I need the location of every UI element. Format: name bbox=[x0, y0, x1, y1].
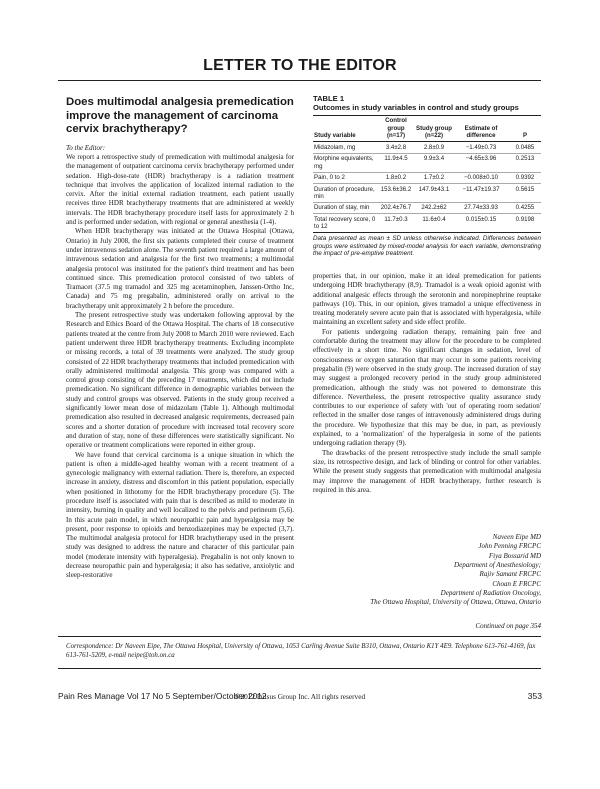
table-cell: Pain, 0 to 2 bbox=[313, 172, 377, 183]
left-column bbox=[66, 153, 294, 581]
table-cell: 0.9198 bbox=[509, 214, 541, 233]
journal-citation: Pain Res Manage Vol 17 No 5 September/October 2012 bbox=[58, 691, 267, 701]
table-row bbox=[313, 142, 541, 153]
table-cell: −11.47±19.37 bbox=[453, 184, 509, 203]
top-rule bbox=[58, 80, 541, 81]
table-cell: Duration of stay, min bbox=[313, 202, 377, 213]
table-cell: 153.6±36.2 bbox=[377, 184, 415, 203]
table-cell: 27.74±33.93 bbox=[453, 202, 509, 213]
signature-line: Department of Radiation Oncology, bbox=[440, 589, 541, 598]
footer-rule bbox=[58, 668, 541, 669]
copyright: ©2012 Pulsus Group Inc. All rights reserved bbox=[234, 692, 366, 701]
signature-line: Rajiv Samant FRCPC bbox=[479, 570, 541, 579]
paragraph: The drawbacks of the present retrospective study include the small sample size, its retrospective design, and lack of blinding or control for other variables. While the present study suggests that premedication with multimodal analgesia may improve the management of HDR brachytherapy, further research is required in this area. bbox=[313, 448, 541, 494]
right-column bbox=[313, 272, 541, 495]
table-footnote: Data presented as mean ± SD unless otherwise indicated. Differences between groups were estimated by mixed-model analysis for each variable, demonstrating the impact of pre-emptive treatment. bbox=[313, 235, 541, 258]
table-caption: Outcomes in study variables in control and study groups bbox=[313, 103, 519, 112]
column-header: Study variable bbox=[313, 116, 377, 142]
paragraph: We report a retrospective study of premedication with multimodal analgesia for the management of outpatient carcinoma cervix brachytherapy performed under sedation. High-dose-rate (HDR) brachytherapy is a radiation treatment technique that involves the application of localized internal radiation to the cervix. After the initial external radiation treatment, each patient usually receives three HDR brachytherapy treatments that are administered at weekly intervals. The HDR brachytherapy procedure itself lasts for approximately 2 h and is performed under sedation, with regional or general anesthesia (1-4). bbox=[66, 153, 294, 227]
correspondence: Correspondence: Dr Naveen Eipe, The Ottawa Hospital, University of Ottawa, 1053 Carling Avenue Suite B310, Ottawa, Ontario K1Y 4E9. Telephone 613-761-4169, fax 613-761-5209, e-mail neipe@toh.on.ca bbox=[66, 643, 536, 659]
table-cell: −0.008±0.10 bbox=[453, 172, 509, 183]
table-cell: 0.5615 bbox=[509, 184, 541, 203]
signature-line: Choan E FRCPC bbox=[492, 579, 541, 588]
table-cell: 0.2513 bbox=[509, 153, 541, 172]
outcomes-table bbox=[313, 115, 541, 233]
table-cell: 1.8±0.2 bbox=[377, 172, 415, 183]
article-title: Does multimodal analgesia premedication improve the management of carcinoma cervix brachytherapy? bbox=[66, 96, 294, 135]
table-cell: 1.7±0.2 bbox=[415, 172, 453, 183]
table-row bbox=[313, 214, 541, 233]
table-cell: −4.65±3.96 bbox=[453, 153, 509, 172]
table-cell: 0.0485 bbox=[509, 142, 541, 153]
table-cell: −1.49±0.73 bbox=[453, 142, 509, 153]
continued-note: Continued on page 354 bbox=[475, 622, 541, 630]
table-cell: Morphine equivalents, mg bbox=[313, 153, 377, 172]
page-number: 353 bbox=[527, 691, 542, 701]
paragraph: The present retrospective study was undertaken following approval by the Research and Ethics Board of the Ottawa Hospital. The charts of 18 consecutive patients treated at the centre from July 2008 to March 2010 were reviewed. Each patient underwent three HDR brachytherapy treatments. Excluding incomplete or missing records, a total of 39 treatments were analyzed. The study group consisted of 22 HDR brachytherapy treatments that included premedication with orally administered multimodal analgesia. This group was compared with a control group consisting of the preceding 17 treatments, which did not include premedication. No significant difference in demographic variables between the study and control groups was observed. Patients in the study group received a significantly lower mean dose of midazolam (Table 1). Although multimodal premedication also resulted in decreased analgesic requirements, decreased pain scores and a shorter duration of procedure with increased total recovery score and duration of stay, none of these differences were statistically significant. No operative or treatment complications were reported in either group. bbox=[66, 311, 294, 450]
table-cell: 11.9±4.5 bbox=[377, 153, 415, 172]
column-header: Control group (n=17) bbox=[377, 116, 415, 142]
table-cell: 9.9±3.4 bbox=[415, 153, 453, 172]
table-cell: 0.015±0.15 bbox=[453, 214, 509, 233]
table-cell: 0.4255 bbox=[509, 202, 541, 213]
paragraph: For patients undergoing radiation therapy, remaining pain free and comfortable during the treatment may allow for the procedure to be completed effectively in a short time. No significant changes in sedation, level of consciousness or oxygen saturation that may occur in some patients receiving pregabalin (9) were observed in the study group. The increased duration of stay may suggest a prolonged recovery period in the study group administered premedication, although the study was not powered to demonstrate this difference. Nevertheless, the present retrospective quality assurance study contributes to our experience of safety with 'out of operating room sedation' reflected in the smaller dose ranges of intravenously administered drugs during the procedure. We hypothesize that this may be due, in part, as previously explained, to a 'normalization' of the hyperalgesia in some of the patients undergoing radiation therapy (9). bbox=[313, 327, 541, 448]
table-row bbox=[313, 172, 541, 183]
table-cell: Midazolam, mg bbox=[313, 142, 377, 153]
table-row bbox=[313, 153, 541, 172]
author-signatures bbox=[313, 533, 541, 608]
table-cell: 11.7±0.3 bbox=[377, 214, 415, 233]
table-cell: Duration of procedure, min bbox=[313, 184, 377, 203]
paragraph: We have found that cervical carcinoma is a unique situation in which the patient is often a middle-aged healthy woman with a recent treatment of a gynecologic malignancy with external radiation. There is, therefore, an expected increase in anxiety, distress and discomfort in this patient population, especially when positioned in lithotomy for the HDR brachytherapy procedure (5). The procedure itself is associated with pain that is described as mild to moderate in intensity, burning in quality and well localized to the pelvis and perineum (5,6). In this acute pain model, in which neuropathic pain and hyperalgesia may be present, poor response to opioids and benzodiazepines may be expected (3,7). The multimodal analgesia protocol for HDR brachytherapy used in the present study was designed to address the nature and character of this particular pain model (moderate intensity with hyperalgesia). Pregabalin is not only known to decrease neuropathic pain and hyperalgesia; it also has sedative, anxiolytic and sleep-restorative bbox=[66, 450, 294, 580]
table-1 bbox=[313, 94, 541, 258]
column-header: P bbox=[509, 116, 541, 142]
correspondence-rule bbox=[58, 636, 541, 637]
table-label: TABLE 1 bbox=[313, 94, 345, 103]
table-row bbox=[313, 184, 541, 203]
signature-line: Department of Anesthesiology; bbox=[454, 561, 541, 570]
signature-line: John Penning FRCPC bbox=[478, 542, 541, 551]
table-cell: 147.9±43.1 bbox=[415, 184, 453, 203]
signature-line: Naveen Eipe MD bbox=[492, 533, 541, 541]
signature-line: Fiya Bossarid MD bbox=[488, 551, 541, 560]
table-cell: 2.8±0.9 bbox=[415, 142, 453, 153]
column-header: Estimate of difference bbox=[453, 116, 509, 142]
table-row bbox=[313, 202, 541, 213]
table-cell: 0.9392 bbox=[509, 172, 541, 183]
section-title: LETTER TO THE EDITOR bbox=[203, 57, 397, 74]
table-cell: 202.4±76.7 bbox=[377, 202, 415, 213]
column-header: Study group (n=22) bbox=[415, 116, 453, 142]
table-cell: 242.2±62 bbox=[415, 202, 453, 213]
salutation: To the Editor: bbox=[66, 144, 106, 152]
table-cell: 11.6±0.4 bbox=[415, 214, 453, 233]
signature-line: The Ottawa Hospital, University of Ottawa, Ottawa, Ontario bbox=[370, 598, 541, 607]
paragraph: properties that, in our opinion, make it an ideal premedication for patients undergoing HDR brachytherapy (8,9). Tramadol is a weak opioid agonist with additional analgesic effects through the serotonin and norepinephrine reuptake pathways (10). This, in our opinion, gives tramadol a unique effectiveness in treating moderately severe acute pain that is associated with hyperalgesia, while maintaining an excellent safety and side effect profile. bbox=[313, 272, 541, 327]
paragraph: When HDR brachytherapy was initiated at the Ottawa Hospital (Ottawa, Ontario) in July 2008, the first six patients completed their course of treatment under intravenous sedation alone. The seventh patient required a large amount of intravenous sedation and analgesia for the first two treatments; a multimodal analgesia protocol was instituted for the patient's third treatment and has been continued since. This premedication protocol consisted of two tablets of Tramacet (37.5 mg tramadol and 325 mg acetaminophen, Janssen-Ortho Inc, Canada) and 75 mg pregabalin, administered orally on arrival to the brachytherapy unit approximately 2 h before the procedure. bbox=[66, 227, 294, 310]
table-cell: Total recovery score, 0 to 12 bbox=[313, 214, 377, 233]
table-cell: 3.4±2.8 bbox=[377, 142, 415, 153]
